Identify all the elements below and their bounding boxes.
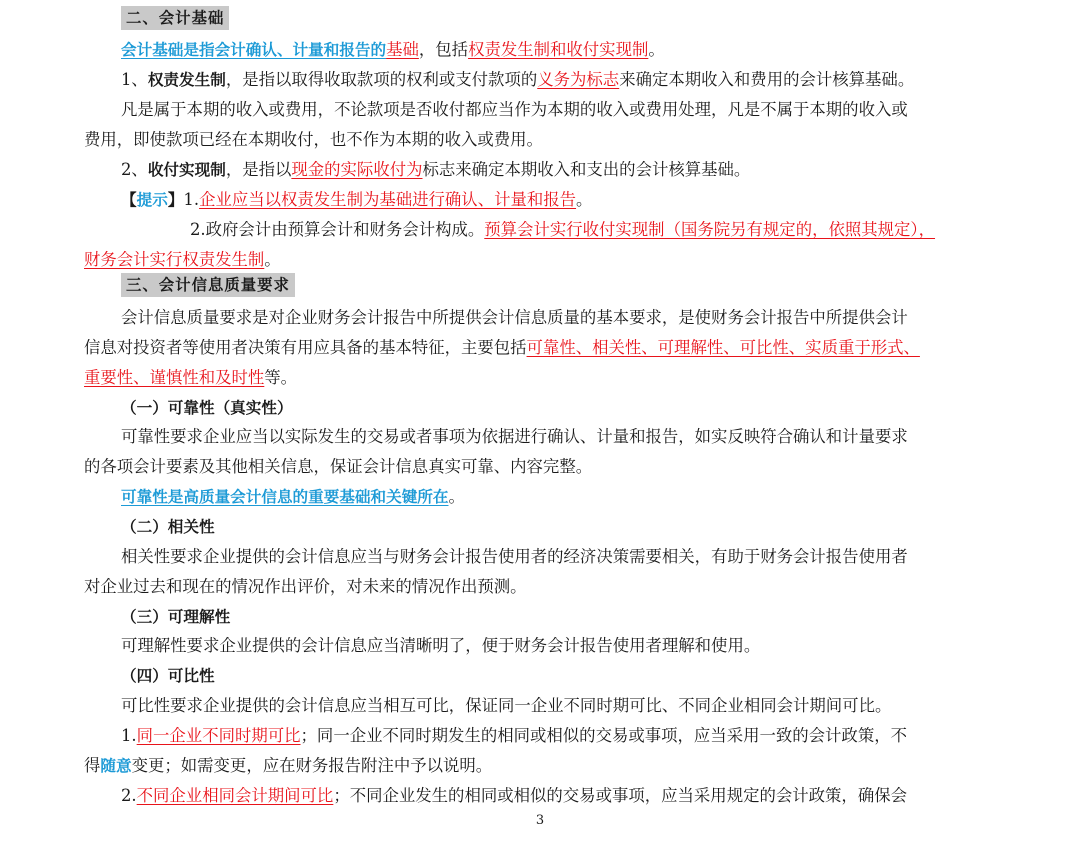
paragraph: 信息对投资者等使用者决策有用应具备的基本特征，主要包括可靠性、相关性、可理解性、可比性、实质重于形式、 (84, 338, 920, 357)
subheading-comparability: （四）可比性 (121, 667, 215, 685)
paragraph: 凡是属于本期的收入或费用，不论款项是否收付都应当作为本期的收入或费用处理，凡是不属于本期的收入或 (121, 100, 908, 119)
tip-note: 财务会计实行权责发生制。 (84, 250, 281, 269)
paragraph: 会计基础是指会计确认、计量和报告的基础，包括权责发生制和收付实现制。 (121, 40, 665, 59)
paragraph: 重要性、谨慎性和及时性等。 (84, 368, 298, 387)
paragraph: 可靠性是高质量会计信息的重要基础和关键所在。 (121, 487, 465, 506)
subheading-understandability: （三）可理解性 (121, 608, 231, 626)
paragraph: 会计信息质量要求是对企业财务会计报告中所提供会计信息质量的基本要求，是使财务会计报告中所提供会计 (121, 308, 908, 327)
paragraph: 得随意变更；如需变更，应在财务报告附注中予以说明。 (84, 756, 493, 775)
subheading-relevance: （二）相关性 (121, 518, 215, 536)
paragraph: 可靠性要求企业应当以实际发生的交易或者事项为依据进行确认、计量和报告，如实反映符合确认和计量要求 (121, 427, 908, 446)
paragraph: 相关性要求企业提供的会计信息应当与财务会计报告使用者的经济决策需要相关，有助于财务会计报告使用者 (121, 547, 908, 566)
tip-note: 2.政府会计由预算会计和财务会计构成。预算会计实行收付实现制（国务院另有规定的，依照其规定）， (190, 220, 936, 239)
tip-note: 【提示】1.企业应当以权责发生制为基础进行确认、计量和报告。 (121, 190, 593, 209)
page-number: 3 (535, 813, 545, 828)
section-heading-accounting-basis: 二、会计基础 (121, 6, 996, 32)
paragraph: 的各项会计要素及其他相关信息，保证会计信息真实可靠、内容完整。 (84, 457, 593, 476)
paragraph: 对企业过去和现在的情况作出评价，对未来的情况作出预测。 (84, 577, 527, 596)
paragraph: 可比性要求企业提供的会计信息应当相互可比，保证同一企业不同时期可比、不同企业相同会计期间可比。 (121, 696, 892, 715)
paragraph: 可理解性要求企业提供的会计信息应当清晰明了，便于财务会计报告使用者理解和使用。 (121, 636, 761, 655)
paragraph: 2、收付实现制，是指以现金的实际收付为标志来确定本期收入和支出的会计核算基础。 (121, 160, 751, 179)
section-heading-quality-requirements: 三、会计信息质量要求 (121, 273, 996, 299)
paragraph: 1、权责发生制，是指以取得收取款项的权利或支付款项的义务为标志来确定本期收入和费用的会计核算基础。 (121, 70, 915, 89)
paragraph: 2.不同企业相同会计期间可比；不同企业发生的相同或相似的交易或事项，应当采用规定的会计政策，确保会 (121, 786, 907, 805)
paragraph: 1.同一企业不同时期可比；同一企业不同时期发生的相同或相似的交易或事项，应当采用一致的会计政策，不 (121, 726, 907, 745)
subheading-reliability: （一）可靠性（真实性） (121, 399, 293, 417)
paragraph: 费用，即使款项已经在本期收付，也不作为本期的收入或费用。 (84, 130, 543, 149)
